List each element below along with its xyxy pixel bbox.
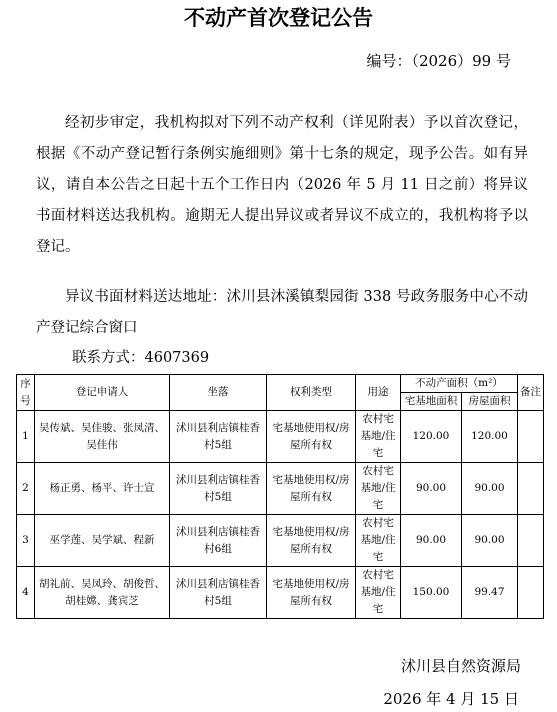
contact-label: 联系方式： [72, 350, 145, 366]
notice-paragraph-main: 经初步审定，我机构拟对下列不动产权利（详见附表）予以首次登记，根据《不动产登记暂行条例实施细则》第十七条的规定，现予公告。如有异议，请自本公告之日起十五个工作日内（2026 年 5 月 11 日之前）将异议书面材料送达我机构。逾期无人提出异议或者异议不成立的，我机构将予以登记。 [36, 115, 528, 255]
cell-location: 沭川县利店镇桂香村5组 [170, 411, 267, 463]
cell-location: 沭川县利店镇桂香村5组 [170, 567, 267, 619]
cell-remark [518, 567, 544, 619]
header-right-type: 权利类型 [267, 375, 356, 411]
header-area-group: 不动产面积（m²） [401, 375, 518, 393]
cell-land-area: 90.00 [401, 463, 462, 515]
cell-house-area: 120.00 [462, 411, 518, 463]
header-house-area: 房屋面积 [462, 393, 518, 411]
issuing-authority: 沭川县自然资源局 [400, 657, 521, 675]
cell-remark [518, 515, 544, 567]
cell-applicant: 吴传斌、吴佳骏、张凤清、吴佳伟 [35, 411, 170, 463]
table-row [17, 411, 544, 463]
cell-land-area: 120.00 [401, 411, 462, 463]
cell-house-area: 90.00 [462, 515, 518, 567]
header-applicant: 登记申请人 [35, 375, 170, 411]
cell-seq: 2 [17, 463, 35, 515]
cell-house-area: 90.00 [462, 463, 518, 515]
cell-applicant: 巫学莲、吴学斌、程新 [35, 515, 170, 567]
header-land-area: 宅基地面积 [401, 393, 462, 411]
header-seq: 序号 [17, 375, 35, 411]
cell-use: 农村宅基地/住宅 [356, 567, 401, 619]
cell-location: 沭川县利店镇桂香村5组 [170, 463, 267, 515]
cell-use: 农村宅基地/住宅 [356, 411, 401, 463]
notice-title: 不动产首次登记公告 [184, 6, 373, 30]
cell-seq: 3 [17, 515, 35, 567]
header-remark: 备注 [518, 375, 544, 411]
header-use: 用途 [356, 375, 401, 411]
issue-date: 2026 年 4 月 15 日 [383, 690, 519, 708]
document-number: 编号：（2026）99 号 [366, 52, 511, 70]
cell-right-type: 宅基地使用权/房屋所有权 [267, 411, 356, 463]
cell-remark [518, 411, 544, 463]
registration-table [16, 374, 544, 619]
cell-land-area: 150.00 [401, 567, 462, 619]
cell-applicant: 杨正勇、杨平、许士宣 [35, 463, 170, 515]
cell-seq: 4 [17, 567, 35, 619]
cell-applicant: 胡礼前、吴凤玲、胡俊哲、胡桂嫦、龚宾芝 [35, 567, 170, 619]
cell-location: 沭川县利店镇桂香村6组 [170, 515, 267, 567]
contact-line [72, 343, 557, 374]
cell-use: 农村宅基地/住宅 [356, 463, 401, 515]
cell-right-type: 宅基地使用权/房屋所有权 [267, 463, 356, 515]
table-row [17, 463, 544, 515]
contact-phone: 4607369 [144, 350, 210, 366]
header-location: 坐落 [170, 375, 267, 411]
cell-land-area: 90.00 [401, 515, 462, 567]
objection-address-paragraph: 异议书面材料送达地址：沭川县沐溪镇梨园街 338 号政务服务中心不动产登记综合窗口 [36, 289, 528, 336]
cell-seq: 1 [17, 411, 35, 463]
cell-use: 农村宅基地/住宅 [356, 515, 401, 567]
cell-remark [518, 463, 544, 515]
cell-right-type: 宅基地使用权/房屋所有权 [267, 515, 356, 567]
cell-right-type: 宅基地使用权/房屋所有权 [267, 567, 356, 619]
cell-house-area: 99.47 [462, 567, 518, 619]
table-row [17, 515, 544, 567]
table-row [17, 567, 544, 619]
